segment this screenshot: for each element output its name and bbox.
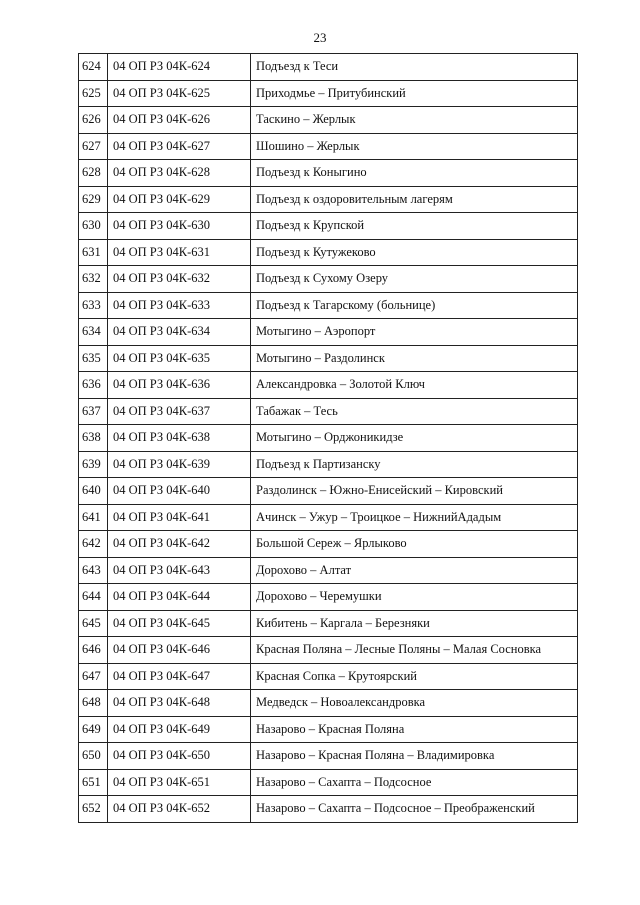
road-code-cell: 04 ОП РЗ 04К-632 xyxy=(108,266,251,293)
row-number-cell: 633 xyxy=(79,292,108,319)
table-row xyxy=(79,372,578,399)
table-row xyxy=(79,186,578,213)
row-number-cell: 649 xyxy=(79,716,108,743)
table-row xyxy=(79,451,578,478)
road-code-cell: 04 ОП РЗ 04К-630 xyxy=(108,213,251,240)
table-row xyxy=(79,504,578,531)
road-code-cell: 04 ОП РЗ 04К-641 xyxy=(108,504,251,531)
table-row xyxy=(79,213,578,240)
road-name-cell: Мотыгино – Аэропорт xyxy=(251,319,578,346)
table-row xyxy=(79,716,578,743)
table-row xyxy=(79,160,578,187)
road-code-cell: 04 ОП РЗ 04К-628 xyxy=(108,160,251,187)
table-row xyxy=(79,478,578,505)
road-name-cell: Подъезд к Сухому Озеру xyxy=(251,266,578,293)
table-row xyxy=(79,610,578,637)
row-number-cell: 628 xyxy=(79,160,108,187)
row-number-cell: 630 xyxy=(79,213,108,240)
road-name-cell: Назарово – Сахапта – Подсосное – Преображенский xyxy=(251,796,578,823)
road-name-cell: Назарово – Красная Поляна xyxy=(251,716,578,743)
table-row xyxy=(79,107,578,134)
table-row xyxy=(79,54,578,81)
table-row xyxy=(79,425,578,452)
road-name-cell: Шошино – Жерлык xyxy=(251,133,578,160)
table-row xyxy=(79,769,578,796)
road-name-cell: Ачинск – Ужур – Троицкое – НижнийАдадым xyxy=(251,504,578,531)
road-name-cell: Раздолинск – Южно-Енисейский – Кировский xyxy=(251,478,578,505)
table-row xyxy=(79,319,578,346)
row-number-cell: 624 xyxy=(79,54,108,81)
table-row xyxy=(79,690,578,717)
row-number-cell: 641 xyxy=(79,504,108,531)
road-code-cell: 04 ОП РЗ 04К-648 xyxy=(108,690,251,717)
road-name-cell: Красная Сопка – Крутоярский xyxy=(251,663,578,690)
road-name-cell: Подъезд к оздоровительным лагерям xyxy=(251,186,578,213)
road-code-cell: 04 ОП РЗ 04К-635 xyxy=(108,345,251,372)
road-code-cell: 04 ОП РЗ 04К-649 xyxy=(108,716,251,743)
road-name-cell: Назарово – Сахапта – Подсосное xyxy=(251,769,578,796)
road-name-cell: Кибитень – Каргала – Березняки xyxy=(251,610,578,637)
row-number-cell: 640 xyxy=(79,478,108,505)
road-code-cell: 04 ОП РЗ 04К-636 xyxy=(108,372,251,399)
road-code-cell: 04 ОП РЗ 04К-639 xyxy=(108,451,251,478)
road-code-cell: 04 ОП РЗ 04К-640 xyxy=(108,478,251,505)
row-number-cell: 648 xyxy=(79,690,108,717)
row-number-cell: 629 xyxy=(79,186,108,213)
road-code-cell: 04 ОП РЗ 04К-634 xyxy=(108,319,251,346)
page-number: 23 xyxy=(313,30,327,45)
table-row xyxy=(79,663,578,690)
row-number-cell: 650 xyxy=(79,743,108,770)
row-number-cell: 632 xyxy=(79,266,108,293)
road-code-cell: 04 ОП РЗ 04К-629 xyxy=(108,186,251,213)
road-code-cell: 04 ОП РЗ 04К-646 xyxy=(108,637,251,664)
road-code-cell: 04 ОП РЗ 04К-652 xyxy=(108,796,251,823)
road-name-cell: Подъезд к Партизанску xyxy=(251,451,578,478)
table-row xyxy=(79,796,578,823)
road-code-cell: 04 ОП РЗ 04К-631 xyxy=(108,239,251,266)
road-code-cell: 04 ОП РЗ 04К-638 xyxy=(108,425,251,452)
road-code-cell: 04 ОП РЗ 04К-633 xyxy=(108,292,251,319)
row-number-cell: 637 xyxy=(79,398,108,425)
row-number-cell: 639 xyxy=(79,451,108,478)
road-code-cell: 04 ОП РЗ 04К-644 xyxy=(108,584,251,611)
row-number-cell: 625 xyxy=(79,80,108,107)
row-number-cell: 643 xyxy=(79,557,108,584)
table-row xyxy=(79,133,578,160)
row-number-cell: 638 xyxy=(79,425,108,452)
road-name-cell: Таскино – Жерлык xyxy=(251,107,578,134)
table-row xyxy=(79,557,578,584)
table-row xyxy=(79,292,578,319)
row-number-cell: 651 xyxy=(79,769,108,796)
row-number-cell: 652 xyxy=(79,796,108,823)
road-code-cell: 04 ОП РЗ 04К-647 xyxy=(108,663,251,690)
row-number-cell: 647 xyxy=(79,663,108,690)
table-row xyxy=(79,345,578,372)
road-name-cell: Красная Поляна – Лесные Поляны – Малая Сосновка xyxy=(251,637,578,664)
road-code-cell: 04 ОП РЗ 04К-625 xyxy=(108,80,251,107)
road-name-cell: Подъезд к Крупской xyxy=(251,213,578,240)
row-number-cell: 642 xyxy=(79,531,108,558)
table-row xyxy=(79,743,578,770)
table-row xyxy=(79,80,578,107)
roads-table xyxy=(78,53,578,823)
road-code-cell: 04 ОП РЗ 04К-642 xyxy=(108,531,251,558)
road-code-cell: 04 ОП РЗ 04К-637 xyxy=(108,398,251,425)
row-number-cell: 634 xyxy=(79,319,108,346)
road-name-cell: Мотыгино – Раздолинск xyxy=(251,345,578,372)
road-name-cell: Большой Сереж – Ярлыково xyxy=(251,531,578,558)
road-name-cell: Табажак – Тесь xyxy=(251,398,578,425)
road-code-cell: 04 ОП РЗ 04К-645 xyxy=(108,610,251,637)
road-name-cell: Подъезд к Тагарскому (больнице) xyxy=(251,292,578,319)
row-number-cell: 627 xyxy=(79,133,108,160)
road-code-cell: 04 ОП РЗ 04К-643 xyxy=(108,557,251,584)
road-name-cell: Назарово – Красная Поляна – Владимировка xyxy=(251,743,578,770)
road-code-cell: 04 ОП РЗ 04К-627 xyxy=(108,133,251,160)
road-code-cell: 04 ОП РЗ 04К-651 xyxy=(108,769,251,796)
row-number-cell: 636 xyxy=(79,372,108,399)
road-name-cell: Медведск – Новоалександровка xyxy=(251,690,578,717)
table-row xyxy=(79,266,578,293)
road-name-cell: Дорохово – Алтат xyxy=(251,557,578,584)
road-code-cell: 04 ОП РЗ 04К-624 xyxy=(108,54,251,81)
road-name-cell: Подъезд к Коныгино xyxy=(251,160,578,187)
road-name-cell: Подъезд к Кутужеково xyxy=(251,239,578,266)
road-code-cell: 04 ОП РЗ 04К-650 xyxy=(108,743,251,770)
table-row xyxy=(79,239,578,266)
row-number-cell: 644 xyxy=(79,584,108,611)
road-name-cell: Дорохово – Черемушки xyxy=(251,584,578,611)
road-name-cell: Александровка – Золотой Ключ xyxy=(251,372,578,399)
road-name-cell: Подъезд к Теси xyxy=(251,54,578,81)
road-code-cell: 04 ОП РЗ 04К-626 xyxy=(108,107,251,134)
table-row xyxy=(79,637,578,664)
table-row xyxy=(79,398,578,425)
row-number-cell: 646 xyxy=(79,637,108,664)
table-row xyxy=(79,531,578,558)
row-number-cell: 626 xyxy=(79,107,108,134)
road-name-cell: Мотыгино – Орджоникидзе xyxy=(251,425,578,452)
table-row xyxy=(79,584,578,611)
road-name-cell: Приходмье – Притубинский xyxy=(251,80,578,107)
row-number-cell: 635 xyxy=(79,345,108,372)
row-number-cell: 645 xyxy=(79,610,108,637)
roads-table-body xyxy=(79,54,578,823)
row-number-cell: 631 xyxy=(79,239,108,266)
